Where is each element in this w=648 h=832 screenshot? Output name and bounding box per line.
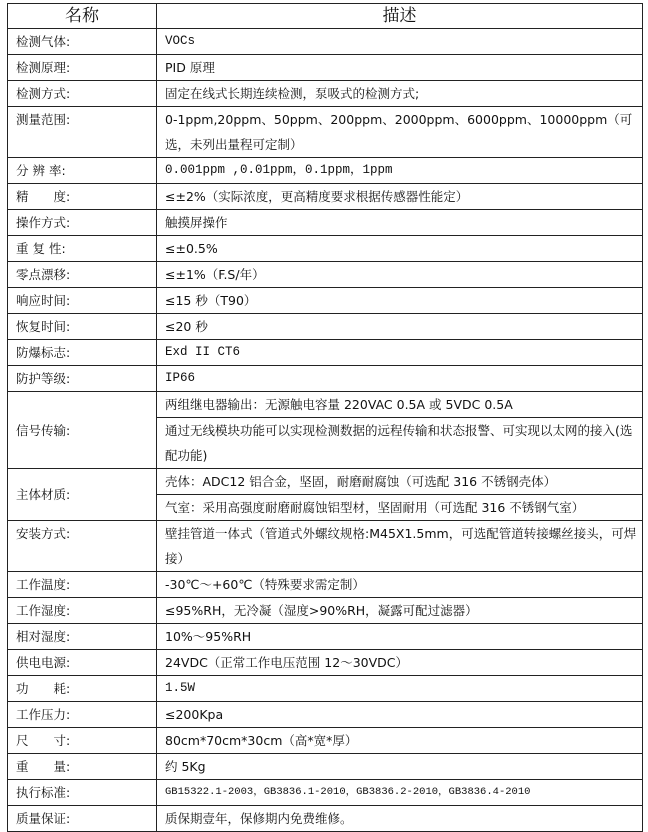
row-label: 防护等级: (8, 366, 157, 392)
row-value: 24VDC（正常工作电压范围 12～30VDC） (157, 650, 643, 676)
row-value: 0-1ppm,20ppm、50ppm、200ppm、2000ppm、6000ppm、10000ppm（可选，未列出量程可定制） (157, 107, 643, 158)
row-label: 重 复 性: (8, 236, 157, 262)
row-value: GB15322.1-2003，GB3836.1-2010，GB3836.2-2010，GB3836.4-2010 (157, 780, 643, 806)
row-label: 相对湿度: (8, 624, 157, 650)
row-label: 响应时间: (8, 288, 157, 314)
row-value: ≤95%RH，无冷凝（湿度>90%RH，凝露可配过滤器） (157, 598, 643, 624)
row-label: 质量保证: (8, 806, 157, 832)
spec-table (7, 3, 643, 832)
row-value: VOCs (157, 29, 643, 55)
table-row (8, 366, 643, 392)
row-label: 检测原理: (8, 55, 157, 81)
row-value: 两组继电器输出：无源触电容量 220VAC 0.5A 或 5VDC 0.5A (157, 392, 643, 418)
table-row (8, 650, 643, 676)
row-label: 主体材质: (8, 469, 157, 521)
row-value: ≤200Kpa (157, 702, 643, 728)
table-row (8, 81, 643, 107)
table-row (8, 158, 643, 184)
table-row (8, 469, 643, 495)
table-row (8, 210, 643, 236)
table-row (8, 806, 643, 832)
row-label: 分 辨 率: (8, 158, 157, 184)
row-label: 供电电源: (8, 650, 157, 676)
row-value: 1.5W (157, 676, 643, 702)
row-label: 恢复时间: (8, 314, 157, 340)
table-row (8, 107, 643, 158)
row-value: Exd II CT6 (157, 340, 643, 366)
row-label: 执行标准: (8, 780, 157, 806)
table-row (8, 754, 643, 780)
row-label: 精 度: (8, 184, 157, 210)
table-row (8, 728, 643, 754)
table-row (8, 392, 643, 418)
row-value: 固定在线式长期连续检测，泵吸式的检测方式; (157, 81, 643, 107)
row-value: ≤±1%（F.S/年） (157, 262, 643, 288)
header-desc: 描述 (157, 4, 643, 29)
table-row (8, 288, 643, 314)
row-label: 检测方式: (8, 81, 157, 107)
header-name: 名称 (8, 4, 157, 29)
table-row (8, 340, 643, 366)
row-label: 工作压力: (8, 702, 157, 728)
row-value: 10%～95%RH (157, 624, 643, 650)
row-value: 壳体：ADC12 铝合金，坚固，耐磨耐腐蚀（可选配 316 不锈钢壳体） (157, 469, 643, 495)
table-row (8, 702, 643, 728)
row-label: 操作方式: (8, 210, 157, 236)
table-row (8, 29, 643, 55)
table-row (8, 184, 643, 210)
row-value: ≤±0.5% (157, 236, 643, 262)
row-value: 80cm*70cm*30cm（高*宽*厚） (157, 728, 643, 754)
table-row (8, 780, 643, 806)
row-value: 质保期壹年，保修期内免费维修。 (157, 806, 643, 832)
header-row (8, 4, 643, 29)
row-label: 安装方式: (8, 521, 157, 572)
table-row (8, 624, 643, 650)
row-label: 尺 寸: (8, 728, 157, 754)
table-row (8, 676, 643, 702)
row-value: 触摸屏操作 (157, 210, 643, 236)
table-row (8, 521, 643, 572)
row-label: 工作湿度: (8, 598, 157, 624)
table-row (8, 572, 643, 598)
table-row (8, 598, 643, 624)
table-row (8, 314, 643, 340)
row-label: 重 量: (8, 754, 157, 780)
row-label: 工作温度: (8, 572, 157, 598)
table-row (8, 236, 643, 262)
row-label: 零点漂移: (8, 262, 157, 288)
row-label: 功 耗: (8, 676, 157, 702)
row-label: 防爆标志: (8, 340, 157, 366)
table-row (8, 262, 643, 288)
row-label: 测量范围: (8, 107, 157, 158)
row-value: 气室：采用高强度耐磨耐腐蚀铝型材，坚固耐用（可选配 316 不锈钢气室） (157, 495, 643, 521)
row-value: 通过无线模块功能可以实现检测数据的远程传输和状态报警、可实现以太网的接入(选配功能) (157, 418, 643, 469)
row-label: 信号传输: (8, 392, 157, 469)
row-value: 壁挂管道一体式（管道式外螺纹规格:M45X1.5mm，可选配管道转接螺丝接头，可焊接） (157, 521, 643, 572)
row-value: 约 5Kg (157, 754, 643, 780)
row-value: IP66 (157, 366, 643, 392)
row-value: PID 原理 (157, 55, 643, 81)
row-value: -30℃～+60℃（特殊要求需定制） (157, 572, 643, 598)
row-label: 检测气体: (8, 29, 157, 55)
table-row (8, 55, 643, 81)
row-value: ≤±2%（实际浓度，更高精度要求根据传感器性能定） (157, 184, 643, 210)
row-value: ≤15 秒（T90） (157, 288, 643, 314)
row-value: ≤20 秒 (157, 314, 643, 340)
row-value: 0.001ppm ,0.01ppm，0.1ppm，1ppm (157, 158, 643, 184)
